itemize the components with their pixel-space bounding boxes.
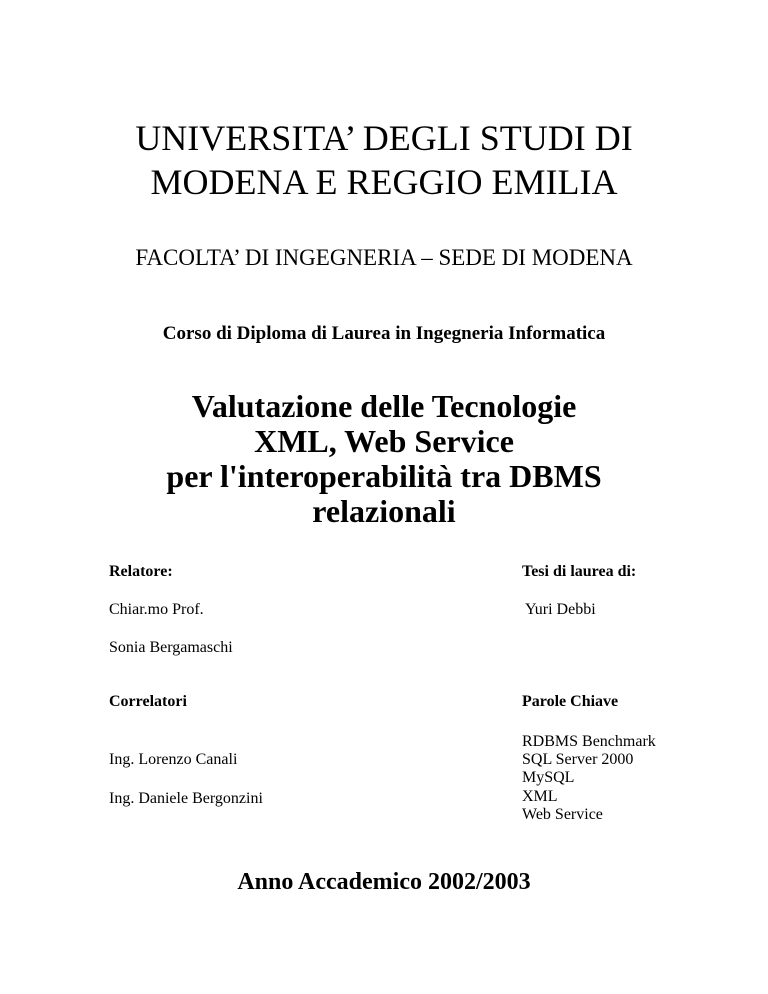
supervisor-name: Sonia Bergamaschi xyxy=(109,639,233,656)
academic-year: Anno Accademico 2002/2003 xyxy=(237,869,531,895)
keyword-list xyxy=(522,733,656,824)
thesis-title-line: per l'interoperabilità tra DBMS xyxy=(166,458,602,494)
keyword-item: SQL Server 2000 xyxy=(522,751,634,769)
university-name xyxy=(0,116,768,204)
keyword-item: Web Service xyxy=(522,805,603,823)
keyword-item: MySQL xyxy=(522,769,575,787)
supervisor-title: Chiar.mo Prof. xyxy=(109,601,204,618)
faculty-name: FACOLTA’ DI INGEGNERIA – SEDE DI MODENA xyxy=(135,245,633,270)
thesis-title-line: relazionali xyxy=(312,493,456,529)
university-line: MODENA E REGGIO EMILIA xyxy=(150,162,618,202)
university-line: UNIVERSITA’ DEGLI STUDI DI xyxy=(135,118,633,158)
author-name: Yuri Debbi xyxy=(525,601,596,618)
supervisor-label: Relatore: xyxy=(109,563,173,580)
keyword-item: XML xyxy=(522,787,558,805)
course-name: Corso di Diploma di Laurea in Ingegneria Informatica xyxy=(162,323,606,344)
co-supervisors-label: Correlatori xyxy=(109,693,187,710)
thesis-title-line: XML, Web Service xyxy=(254,423,514,459)
thesis-title-line: Valutazione delle Tecnologie xyxy=(191,388,577,424)
keyword-item: RDBMS Benchmark xyxy=(522,733,656,750)
co-supervisor-name: Ing. Lorenzo Canali xyxy=(109,751,238,768)
thesis-title xyxy=(0,389,768,529)
author-label: Tesi di laurea di: xyxy=(522,563,637,580)
keywords-label: Parole Chiave xyxy=(522,693,619,710)
co-supervisor-name: Ing. Daniele Bergonzini xyxy=(109,790,263,807)
